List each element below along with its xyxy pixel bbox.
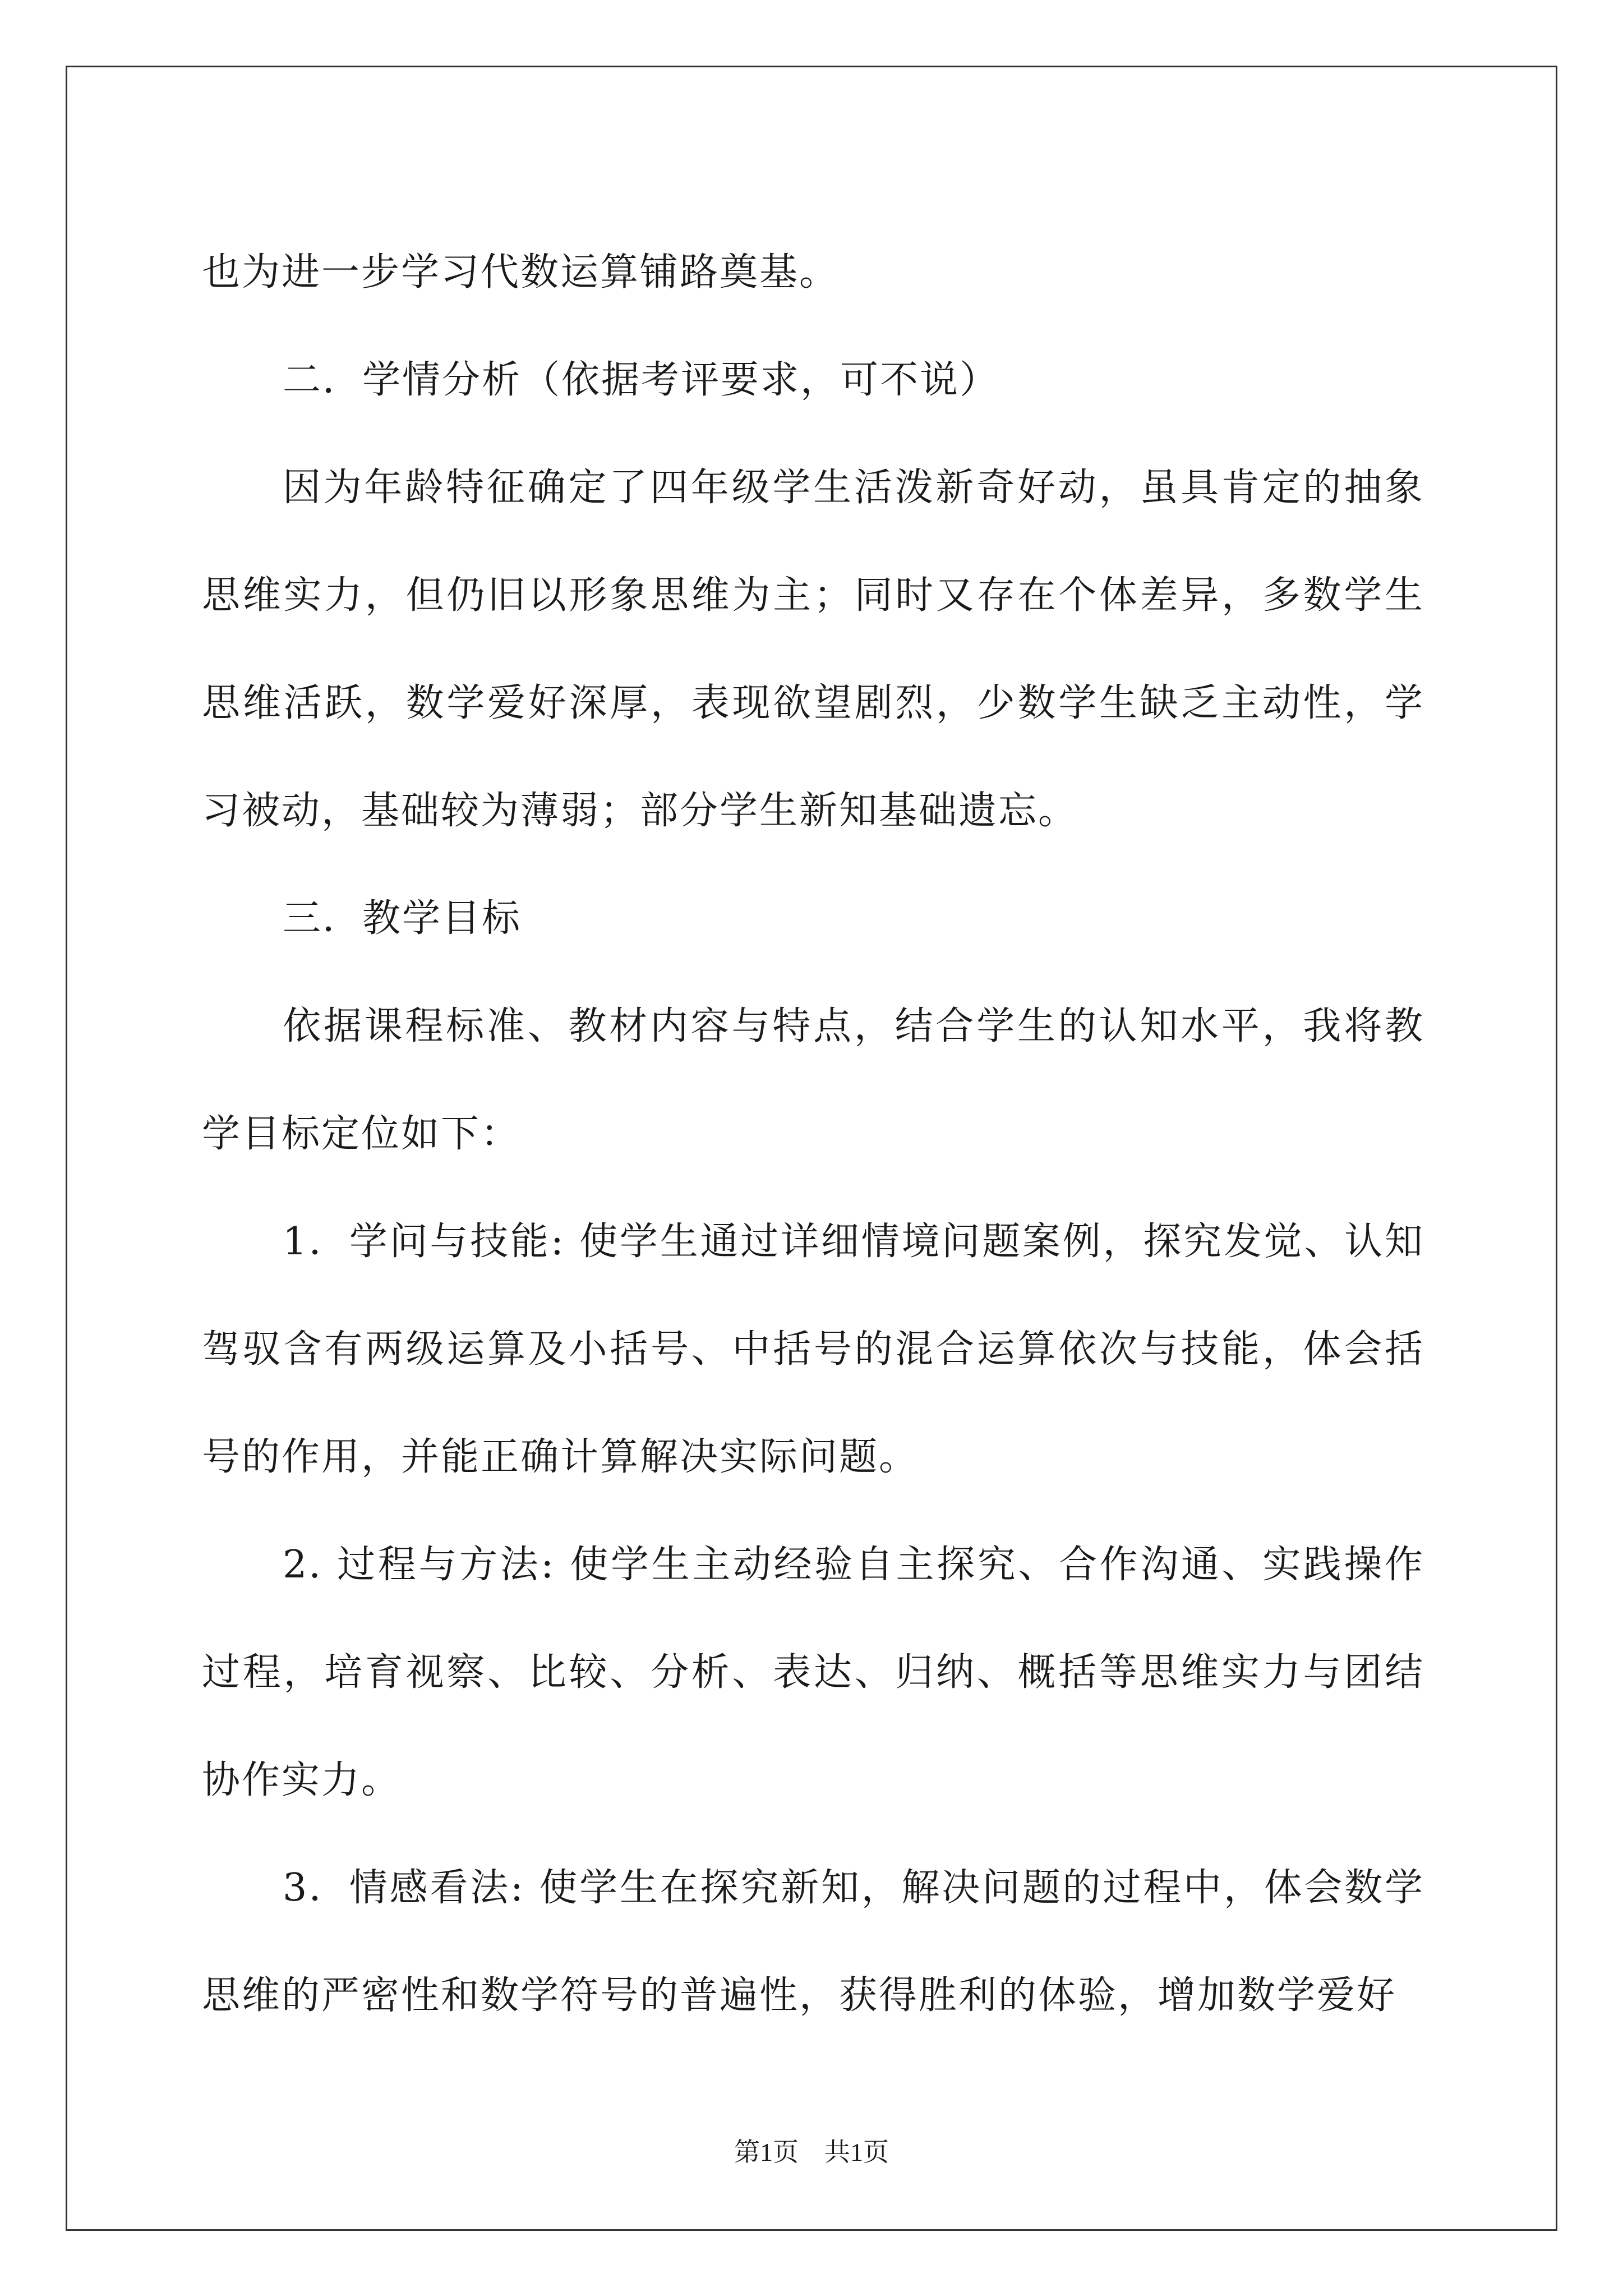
paragraph-goal-process-method: 2. 过程与方法: 使学生主动经验自主探究、合作沟通、实践操作过程，培育视察、比较、分析、表达、归纳、概括等思维实力与团结协作实力。: [202, 1543, 1424, 1802]
page-number-footer: 第1页 共1页: [734, 2138, 889, 2166]
paragraph-learning-analysis: 因为年龄特征确定了四年级学生活泼新奇好动，虽具肯定的抽象思维实力，但仍旧以形象思维为主；同时又存在个体差异，多数学生思维活跃，数学爱好深厚，表现欲望剧烈，少数学生缺乏主动性，学习被动，基础较为薄弱；部分学生新知基础遗忘。: [202, 466, 1424, 833]
paragraph-continuation: 也为进一步学习代数运算铺路奠基。: [202, 250, 840, 295]
paragraph-goal-emotion-attitude: 3．情感看法: 使学生在探究新知，解决问题的过程中，体会数学思维的严密性和数学符号的普遍性，获得胜利的体验，增加数学爱好: [202, 1866, 1424, 2018]
paragraph-goal-knowledge-skills: 1．学问与技能: 使学生通过详细情境问题案例，探究发觉、认知驾驭含有两级运算及小括号、中括号的混合运算依次与技能，体会括号的作用，并能正确计算解决实际问题。: [202, 1220, 1424, 1479]
section-heading-teaching-goals: 三．教学目标: [283, 896, 522, 941]
section-heading-learning-analysis: 二．学情分析（依据考评要求，可不说）: [283, 358, 1000, 402]
paragraph-goals-intro: 依据课程标准、教材内容与特点，结合学生的认知水平，我将教学目标定位如下：: [202, 1004, 1424, 1156]
document-body: [202, 219, 1424, 2050]
